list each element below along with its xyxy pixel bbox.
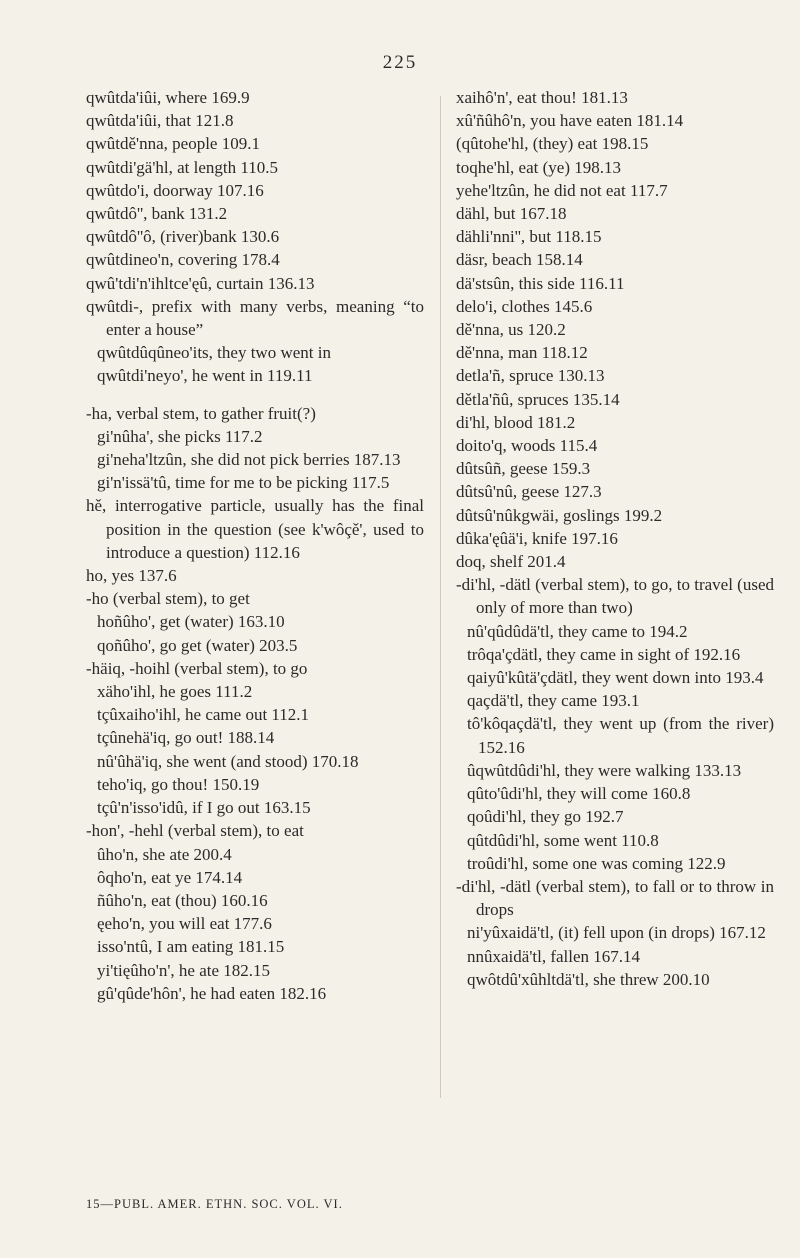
- glossary-entry: dä'stsûn, this side 116.11: [456, 273, 625, 293]
- glossary-entry: yehe'ltzûn, he did not eat 117.7: [456, 180, 668, 200]
- glossary-entry: qwûtda'iûi, that 121.8: [86, 111, 234, 131]
- sub-entry: qwôtdû'xûhltdä'tl, she threw 200.10: [467, 969, 710, 989]
- glossary-entry: dě'nna, us 120.2: [456, 320, 566, 340]
- glossary-entry: doq, shelf 201.4: [456, 552, 566, 572]
- glossary-entry: qwûtdi-, prefix with many verbs, meaning “to enter a house”: [86, 296, 424, 340]
- sub-entry: qûtdûdi'hl, some went 110.8: [467, 830, 659, 850]
- glossary-entry: dähl, but 167.18: [456, 204, 567, 224]
- sub-entry: gi'n'issä'tû, time for me to be picking 117.5: [97, 473, 390, 493]
- sub-entry: ûho'n, she ate 200.4: [97, 844, 232, 864]
- sub-entry: troûdi'hl, some one was coming 122.9: [467, 853, 726, 873]
- right-column: [456, 86, 774, 991]
- sub-entry: nû'qûdûdä'tl, they came to 194.2: [467, 621, 688, 641]
- glossary-entry: qwûtdô''ô, (river)bank 130.6: [86, 227, 280, 247]
- glossary-entry: dûtsûñ, geese 159.3: [456, 459, 591, 479]
- glossary-entry: xaihô'n', eat thou! 181.13: [456, 88, 628, 107]
- sub-entry: teho'iq, go thou! 150.19: [97, 774, 260, 794]
- glossary-entry: qwû'tdi'n'ihltce'ęû, curtain 136.13: [86, 273, 315, 293]
- glossary-entry: dähli'nni'', but 118.15: [456, 227, 602, 247]
- sub-entry: qaiyû'kûtä'çdätl, they went down into 193.4: [467, 668, 764, 688]
- glossary-entry: qwûtdi'gä'hl, at length 110.5: [86, 157, 278, 177]
- glossary-entry: dûka'ęûä'i, knife 197.16: [456, 528, 618, 548]
- sub-entry: tçûxaiho'ihl, he came out 112.1: [97, 705, 310, 725]
- glossary-entry: detla'ñ, spruce 130.13: [456, 366, 605, 386]
- glossary-entry: hě, interrogative particle, usually has the final position in the question (see k'wôçě', used to introduce a question) 112.16: [86, 496, 424, 562]
- glossary-entry: dûtsû'nû, geese 127.3: [456, 482, 602, 502]
- sub-entry: gi'neha'ltzûn, she did not pick berries 187.13: [97, 450, 401, 470]
- sub-entry: qwûtdûqûneo'its, they two went in: [97, 343, 331, 363]
- sub-entry: gi'nûha', she picks 117.2: [97, 426, 263, 446]
- glossary-entry: -hon', -hehl (verbal stem), to eat: [86, 821, 304, 841]
- sub-entry: nû'ûhä'iq, she went (and stood) 170.18: [97, 751, 359, 771]
- glossary-entry: qwûtdě'nna, people 109.1: [86, 134, 260, 154]
- sub-entry: ñûho'n, eat (thou) 160.16: [97, 890, 268, 910]
- sub-entry: tçû'n'isso'idû, if I go out 163.15: [97, 798, 311, 818]
- sub-entry: qoñûho', go get (water) 203.5: [97, 635, 298, 655]
- sub-entry: ûqwûtdûdi'hl, they were walking 133.13: [467, 760, 742, 780]
- glossary-entry: qwûtdo'i, doorway 107.16: [86, 180, 264, 200]
- glossary-entry: qwûtda'iûi, where 169.9: [86, 88, 250, 107]
- glossary-entry: doito'q, woods 115.4: [456, 436, 598, 456]
- glossary-entry: däsr, beach 158.14: [456, 250, 583, 270]
- glossary-entry: dûtsû'nûkgwäi, goslings 199.2: [456, 505, 663, 525]
- sub-entry: isso'ntû, I am eating 181.15: [97, 937, 285, 957]
- glossary-entry: qwûtdô'', bank 131.2: [86, 204, 228, 224]
- footer-citation: 15—PUBL. AMER. ETHN. SOC. VOL. VI.: [86, 1197, 343, 1211]
- sub-entry: hoñûho', get (water) 163.10: [97, 612, 285, 632]
- sub-entry: gû'qûde'hôn', he had eaten 182.16: [97, 983, 327, 1003]
- sub-entry: tçûnehä'iq, go out! 188.14: [97, 728, 275, 748]
- glossary-entry: dětla'ñû, spruces 135.14: [456, 389, 620, 409]
- glossary-entry: -di'hl, -dätl (verbal stem), to go, to travel (used only of more than two): [456, 575, 774, 618]
- sub-entry: xäho'ihl, he goes 111.2: [97, 682, 253, 702]
- column-divider: [440, 96, 441, 1098]
- sub-entry: ęeho'n, you will eat 177.6: [97, 914, 272, 934]
- glossary-entry: qwûtdineo'n, covering 178.4: [86, 250, 280, 270]
- glossary-entry: xû'ñûhô'n, you have eaten 181.14: [456, 111, 684, 131]
- glossary-entry: -häiq, -hoihl (verbal stem), to go: [86, 658, 308, 678]
- sub-entry: trôqa'çdätl, they came in sight of 192.16: [467, 644, 741, 664]
- sub-entry: qaçdä'tl, they came 193.1: [467, 691, 640, 711]
- sub-entry: qûto'ûdi'hl, they will come 160.8: [467, 784, 691, 804]
- sub-entry: ôqho'n, eat ye 174.14: [97, 867, 243, 887]
- page-number: 225: [382, 52, 418, 73]
- glossary-entry: -ha, verbal stem, to gather fruit(?): [86, 403, 316, 423]
- entry-gap: [86, 388, 424, 402]
- glossary-entry: delo'i, clothes 145.6: [456, 296, 593, 316]
- sub-entry: qwûtdi'neyo', he went in 119.11: [97, 366, 313, 386]
- sub-entry: nnûxaidä'tl, fallen 167.14: [467, 946, 641, 966]
- glossary-entry: -di'hl, -dätl (verbal stem), to fall or to throw in drops: [456, 876, 774, 920]
- glossary-entry: dě'nna, man 118.12: [456, 343, 588, 363]
- sub-entry: tô'kôqaçdä'tl, they went up (from the river) 152.16: [467, 714, 774, 757]
- glossary-entry: -ho (verbal stem), to get: [86, 589, 250, 609]
- glossary-entry: (qûtohe'hl, (they) eat 198.15: [456, 134, 649, 154]
- glossary-entry: ho, yes 137.6: [86, 566, 177, 586]
- glossary-entry: di'hl, blood 181.2: [456, 412, 576, 432]
- sub-entry: ni'yûxaidä'tl, (it) fell upon (in drops) 167.12: [467, 923, 766, 943]
- sub-entry: qoûdi'hl, they go 192.7: [467, 807, 624, 827]
- left-column: [86, 86, 424, 1005]
- glossary-entry: toqhe'hl, eat (ye) 198.13: [456, 157, 621, 177]
- sub-entry: yi'tięûho'n', he ate 182.15: [97, 960, 271, 980]
